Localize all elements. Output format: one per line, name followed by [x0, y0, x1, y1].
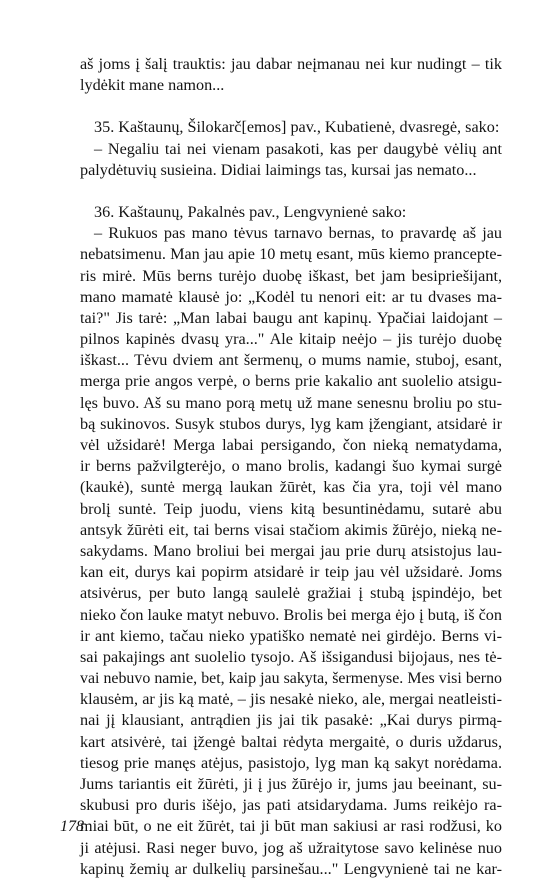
text-line: vai nebuvo namie, bet, kaip jau sakyta, šermenyse. Mes visi berno	[80, 670, 502, 688]
text-line: merga prie angos verpė, o berns prie kakalio ant suolelio atsigu-	[80, 372, 502, 391]
text-line: brolį suntė. Teip juodu, viens kitą besuntinėdamu, sutarė abu	[80, 499, 502, 518]
text-line: sai pakajings ant suolelio tysojo. Aš išsigandusi bijojaus, nes tė-	[80, 647, 502, 666]
text-line: skubusi pro duris išėjo, jas pati atsidarydama. Jums reikėjo ra-	[80, 796, 502, 815]
page-number: 178	[60, 818, 84, 835]
text-line: kapinų žemių ar dulkelių parsinešau..." Lengvynienė tai ne kar-	[80, 859, 502, 878]
text-line: tiesog prie manęs atėjus, pasistojo, lyg man ką sakyt norėdama.	[80, 753, 502, 772]
text-line: – Negaliu tai nei vienam pasakoti, kas per daugybė vėlių ant	[94, 139, 502, 158]
text-line: miai būt, o ne eit žūrėt, tai ji būt man sakiusi ar rasi rodžusi, ko	[80, 817, 502, 836]
text-line: aš joms į šalį trauktis: jau dabar neįmanau nei kur nudingt – tik	[80, 55, 502, 73]
body-text	[80, 54, 502, 880]
text-line: nieko čon lauke matyt nebuvo. Brolis bei merga ėjo į butą, iš čon	[80, 605, 502, 624]
text-line: ris mirė. Mūs berns turėjo duobę iškast, bet jam besipriešijant,	[80, 266, 502, 285]
text-line: ji atėjusi. Rasi neger buvo, jog aš užraitytose savo kelinėse nuo	[80, 838, 502, 857]
text-line: vėl užsidarė! Merga labai persigando, čon nieką nematydama,	[80, 436, 502, 454]
text-line: atsivėrus, per buto langą saulelė gražiai į stubą įspindėjo, bet	[80, 584, 502, 603]
text-line: klausėm, ar jis ką matė, – jis nesakė nieko, ale, mergai neatleisti-	[80, 690, 502, 709]
text-line: nebatsimenu. Man jau apie 10 metų esant, mūs kiemo prancepte-	[80, 245, 502, 264]
text-line: 36. Kaštaunų, Pakalnės pav., Lengvynienė sako:	[94, 202, 407, 221]
text-line: lęs buvo. Aš su mano porą metų už mane senesnu broliu po stu-	[80, 393, 502, 412]
text-line: – Rukuos pas mano tėvus tarnavo bernas, to pravardę aš jau	[94, 224, 502, 243]
text-line: Jums tariantis eit žūrėti, ji į jus žūrėjo ir, jums jau beeinant, su-	[80, 775, 502, 793]
text-line: lydėkit mane namon...	[80, 76, 225, 95]
text-line: iškast... Tėvu dviem ant šermenų, o mums namie, stuboj, esant,	[80, 351, 502, 370]
text-line: bą sukinovos. Susyk stubos durys, lyg kam įžengiant, atsidarė ir	[80, 414, 502, 433]
text-line: ir ant kiemo, tačau nieko ypatiško nematė nei girdėjo. Berns vi-	[80, 626, 502, 645]
text-line: nai jį klausiant, antrądien jis jai tik pasakė: „Kai durys pirmą-	[80, 711, 502, 730]
text-line: ir berns pažvilgterėjo, o mano brolis, kadangi šuo kymai surgė	[80, 457, 502, 476]
text-line: sakydams. Mano broliui bei mergai jau prie durų atsistojus lau-	[80, 541, 502, 560]
text-line: tai?" Jis tarė: „Man labai baugu ant kapinų. Ypačiai laidojant –	[80, 308, 502, 327]
text-line: (kaukė), suntė mergą laukan žūrėt, kas čia yra, toji vėl mano	[80, 478, 502, 497]
text-line: kan eit, durys kai popirm atsidarė ir teip jau vėl užsidarė. Joms	[80, 563, 502, 582]
text-line: palydėtuvių susieina. Didiai laimings tas, kursai jas nemato...	[80, 160, 477, 179]
text-line: pilnos kapinės dvasų yra..." Ale kitaip neėjo – jis turėjo duobę	[80, 330, 502, 349]
paragraph-gap	[80, 181, 502, 202]
paragraph-gap	[80, 96, 502, 117]
text-line: mano mamatė klausė jo: „Kodėl tu nenori eit: ar tu dvases ma-	[80, 287, 502, 306]
text-line: antsyk žūrėti eit, tai berns visai stačiom akimis žūrėjo, nieką ne-	[80, 520, 502, 539]
text-line: 35. Kaštaunų, Šilokarč[emos] pav., Kubatienė, dvasregė, sako:	[94, 118, 500, 137]
text-line: kart atsivėrė, tai įžengė baltai rėdyta mergaitė, o duris uždarus,	[80, 732, 502, 751]
